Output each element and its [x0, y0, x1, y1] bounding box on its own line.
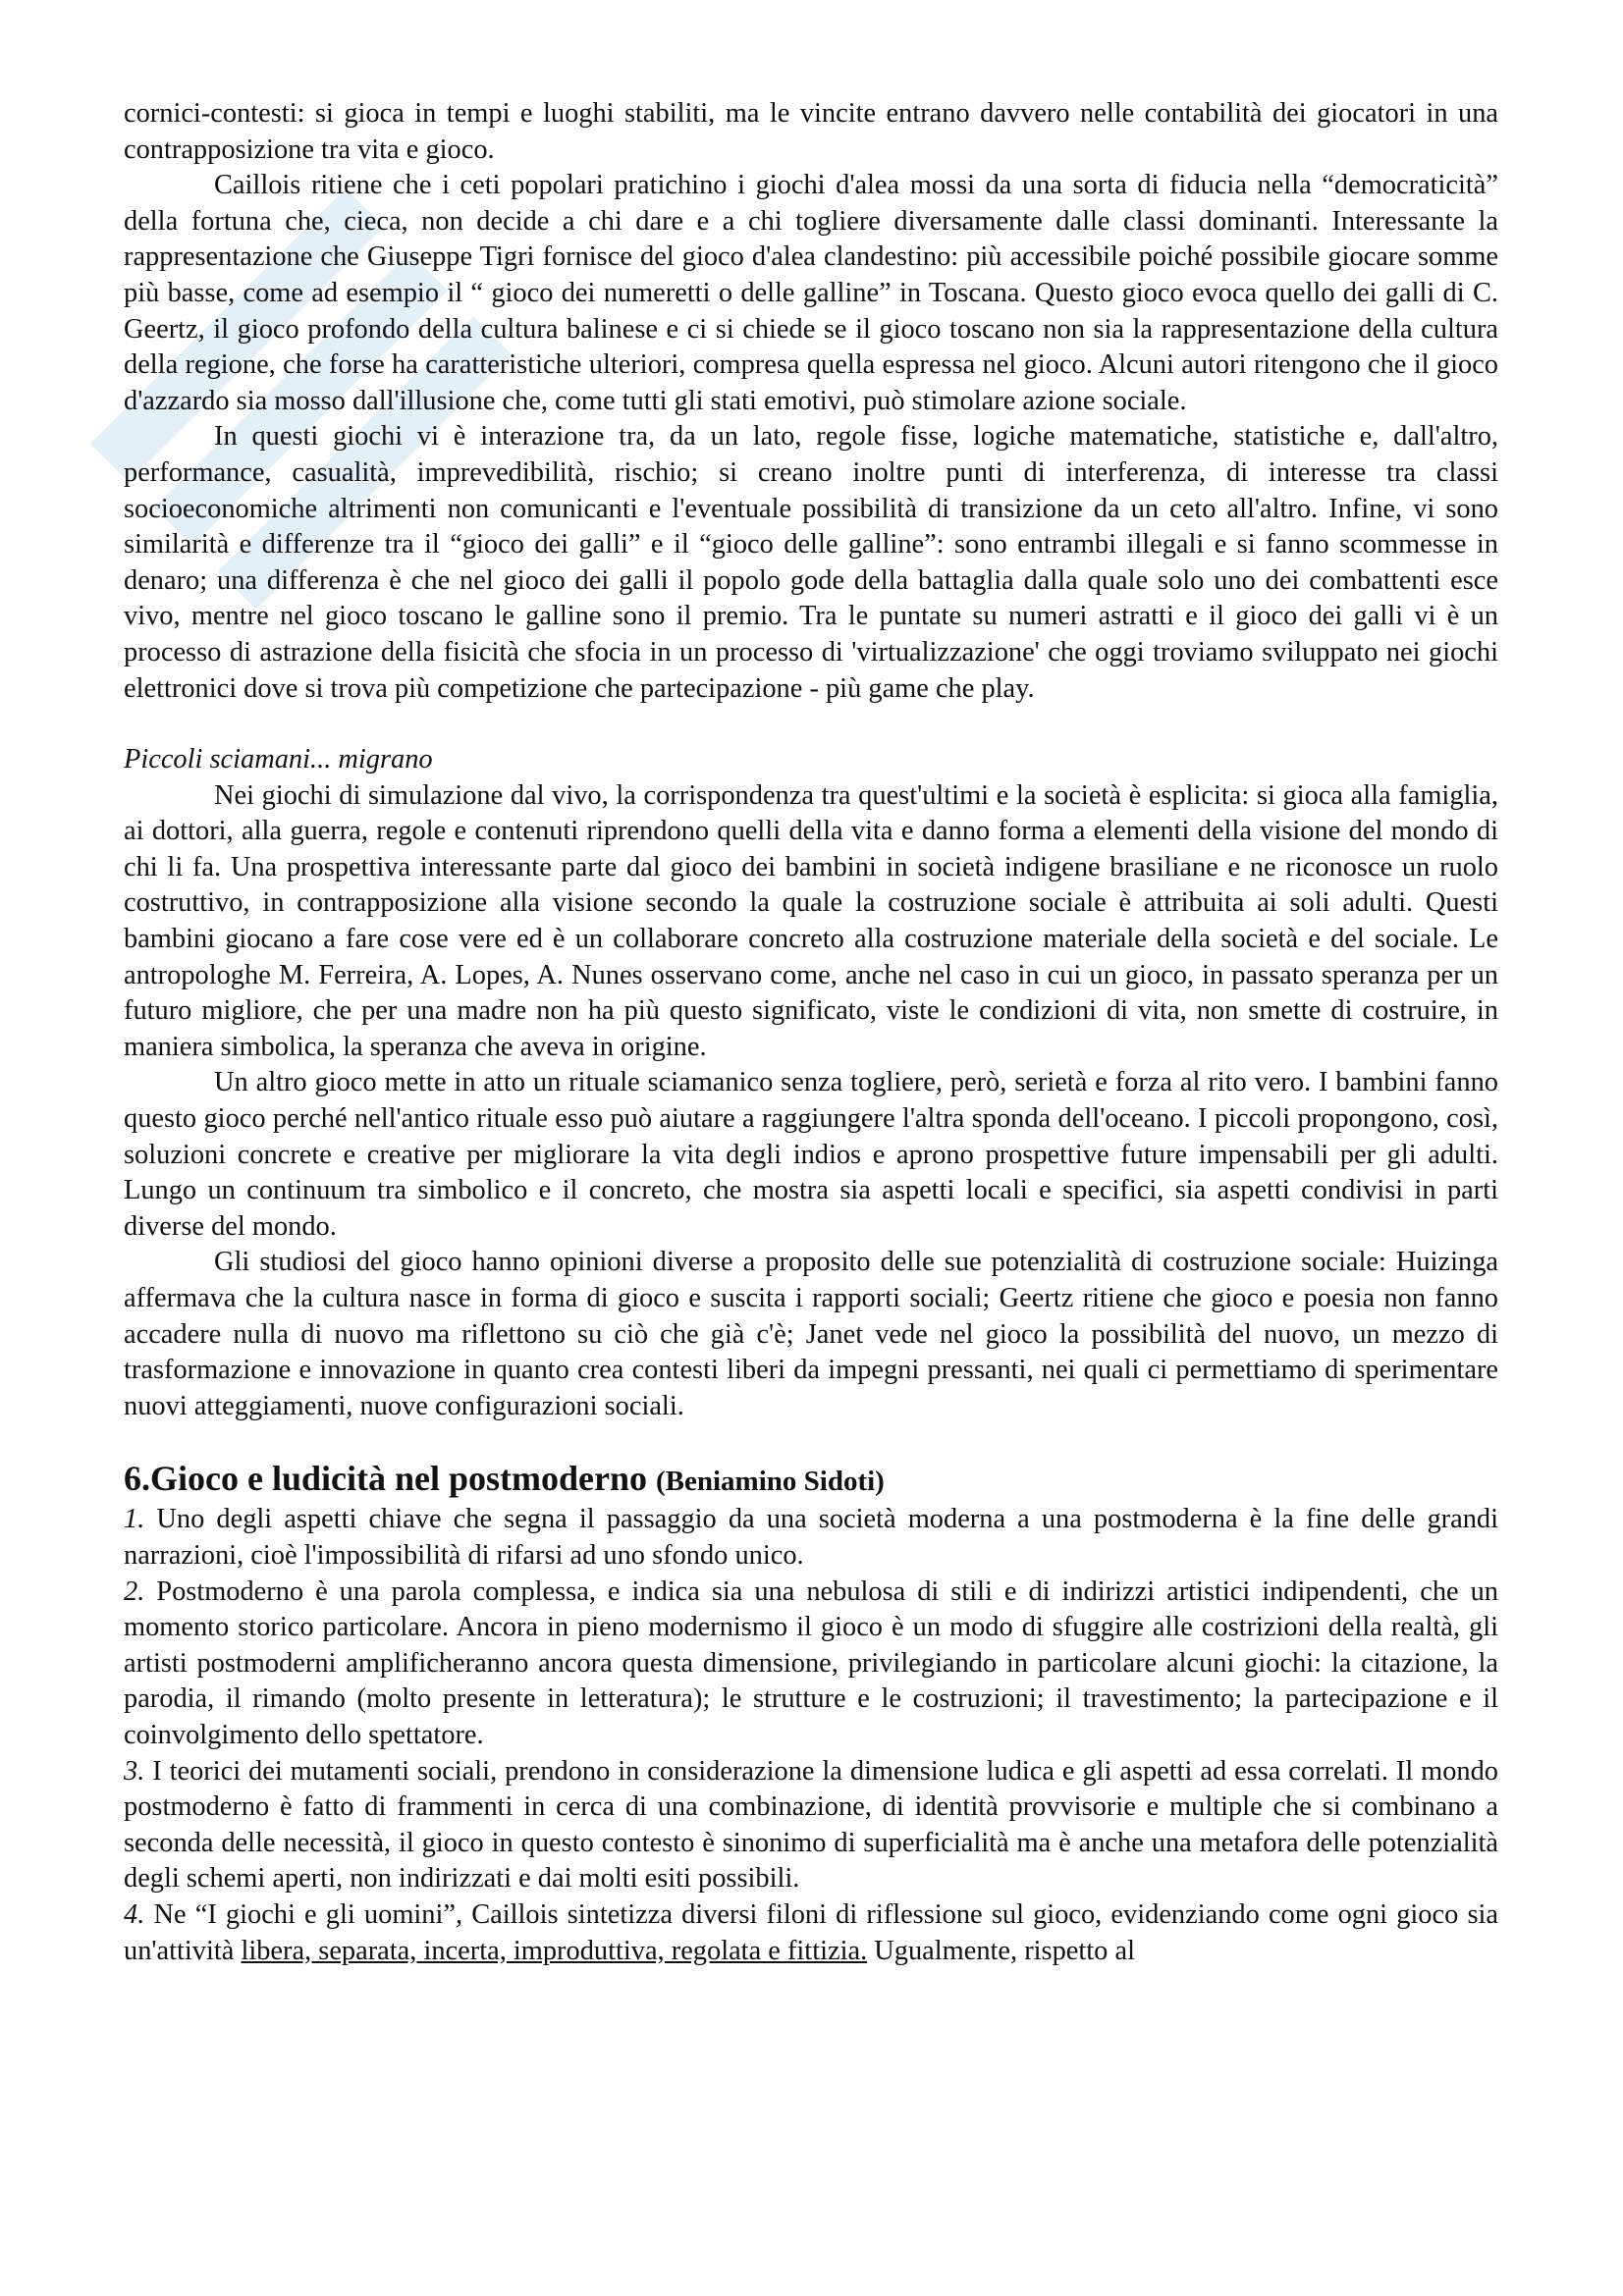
paragraph-interazione: In questi giochi vi è interazione tra, da un lato, regole fisse, logiche matematiche, statistiche e, dall'altro, performance, casualità, imprevedibilità, rischio; si creano inoltre punti di interferenza, di interesse tra classi socioeconomiche altrimenti non comunicanti e l'eventuale possibilità di transizione da un ceto all'altro. Infine, vi sono similarità e differenze tra il “gioco dei galli” e il “gioco delle galline”: sono entrambi illegali e si fanno scommesse in denaro; una differenza è che nel gioco dei galli il popolo gode della battaglia dalla quale solo uno dei combattenti esce vivo, mentre nel gioco toscano le galline sono il premio. Tra le puntate su numeri astratti e il gioco dei galli vi è un processo di astrazione della fisicità che sfocia in un processo di 'virtualizzazione' che oggi troviamo sviluppato nei giochi elettronici dove si trova più competizione che partecipazione - più game che play. [124, 421, 1498, 704]
list-item [124, 1575, 1498, 1754]
list-item-text: I teorici dei mutamenti sociali, prendono in considerazione la dimensione ludica e gli aspetti ad essa correlati. Il mondo postmoderno è fatto di frammenti in cerca di una combinazione, di identità provvisorie e multiple che si combinano a seconda delle necessità, il gioco in questo contesto è sinonimo di superficialità ma è anche una metafora delle potenzialità degli schemi aperti, non indirizzati e dai molti esiti possibili. [124, 1755, 1498, 1895]
section-subtitle: Piccoli sciamani... migrano [124, 744, 433, 775]
list-item-text-after: Ugualmente, rispetto al [867, 1935, 1135, 1966]
list-item [124, 1754, 1498, 1897]
list-item-number: 2. [124, 1575, 145, 1607]
list-item-text: Postmoderno è una parola complessa, e indica sia una nebulosa di stili e di indirizzi artistici indipendenti, che un momento storico particolare. Ancora in pieno modernismo il gioco è un modo di sfuggire alle costrizioni della realtà, gli artisti postmoderni amplificheranno ancora questa dimensione, privilegiando in particolare alcuni giochi: la citazione, la parodia, il rimando (molto presente in letteratura); le strutture e le costruzioni; il travestimento; la partecipazione e il coinvolgimento dello spettatore. [124, 1575, 1498, 1750]
paragraph-gap [124, 707, 1498, 742]
list-item [124, 1897, 1498, 1969]
paragraph-caillois: Caillois ritiene che i ceti popolari pratichino i giochi d'alea mossi da una sorta di fiducia nella “democraticità” della fortuna che, cieca, non decide a chi dare e a chi togliere diversamente dalle classi dominanti. Interessante la rappresentazione che Giuseppe Tigri fornisce del gioco d'alea clandestino: più accessibile poiché possibile giocare somme più basse, come ad esempio il “ gioco dei numeretti o delle galline” in Toscana. Questo gioco evoca quello dei galli di C. Geertz, il gioco profondo della cultura balinese e ci si chiede se il gioco toscano non sia la rappresentazione della cultura della regione, che forse ha caratteristiche ulteriori, compresa quella espressa nel gioco. Alcuni autori ritengono che il gioco d'azzardo sia mosso dall'illusione che, come tutti gli stati emotivi, può stimolare azione sociale. [124, 170, 1498, 416]
document-body [124, 96, 1498, 1969]
list-item-text: Ne “I giochi e gli uomini”, Caillois sintetizza diversi filoni di riflessione sul gioco, evidenziando come ogni gioco sia un'attività [124, 1898, 1498, 1966]
heading-title: 6.Gioco e ludicità nel postmoderno [124, 1459, 647, 1499]
list-item-number: 1. [124, 1504, 145, 1535]
list-item-number: 4. [124, 1898, 145, 1930]
list-item-text: Uno degli aspetti chiave che segna il passaggio da una società moderna a una postmoderna è la fine delle grandi narrazioni, cioè l'impossibilità di rifarsi ad uno sfondo unico. [124, 1504, 1498, 1571]
paragraph-rituale: Un altro gioco mette in atto un rituale sciamanico senza togliere, però, serietà e forza al rito vero. I bambini fanno questo gioco perché nell'antico rituale esso può aiutare a raggiungere l'altra sponda dell'oceano. I piccoli propongono, così, soluzioni concrete e creative per migliorare la vita degli indios e aprono prospettive future impensabili per gli adulti. Lungo un continuum tra simbolico e il concreto, che mostra sia aspetti locali e specifici, sia aspetti condivisi in parti diverse del mondo. [124, 1067, 1498, 1242]
heading-author: (Beniamino Sidoti) [656, 1466, 885, 1498]
list-item [124, 1502, 1498, 1574]
list-item-number: 3. [124, 1755, 145, 1787]
paragraph-studiosi: Gli studiosi del gioco hanno opinioni diverse a proposito delle sue potenzialità di costruzione sociale: Huizinga affermava che la cultura nasce in forma di gioco e suscita i rapporti sociali; Geertz ritiene che gioco e poesia non fanno accadere nulla di nuovo ma riflettono su ciò che già c'è; Janet vede nel gioco la possibilità del nuovo, un mezzo di trasformazione e innovazione in quanto crea contesti liberi da impegni pressanti, nei quali ci permettiamo di sperimentare nuovi atteggiamenti, nuove configurazioni sociali. [124, 1247, 1498, 1421]
section-heading [124, 1458, 1498, 1502]
paragraph-continuation: cornici-contesti: si gioca in tempi e luoghi stabiliti, ma le vincite entrano davvero nelle contabilità dei giocatori in una contrapposizione tra vita e gioco. [124, 98, 1498, 165]
underlined-qualities: libera, separata, incerta, improduttiva, regolata e fittizia. [241, 1935, 868, 1966]
paragraph-simulazione: Nei giochi di simulazione dal vivo, la corrispondenza tra quest'ultimi e la società è esplicita: si gioca alla famiglia, ai dottori, alla guerra, regole e contenuti riprendono quelli della vita e danno forma a elementi della visione del mondo di chi li fa. Una prospettiva interessante parte dal gioco dei bambini in società indigene brasiliane e ne riconosce un ruolo costruttivo, in contrapposizione alla visione secondo la quale la costruzione sociale è attribuita ai soli adulti. Questi bambini giocano a fare cose vere ed è un collaborare concreto alla costruzione materiale della società e del sociale. Le antropologhe M. Ferreira, A. Lopes, A. Nunes osservano come, anche nel caso in cui un gioco, in passato speranza per un futuro migliore, che per una madre non ha più questo significato, viste le condizioni di vita, non smette di costruire, in maniera simbolica, la speranza che aveva in origine. [124, 779, 1498, 1062]
